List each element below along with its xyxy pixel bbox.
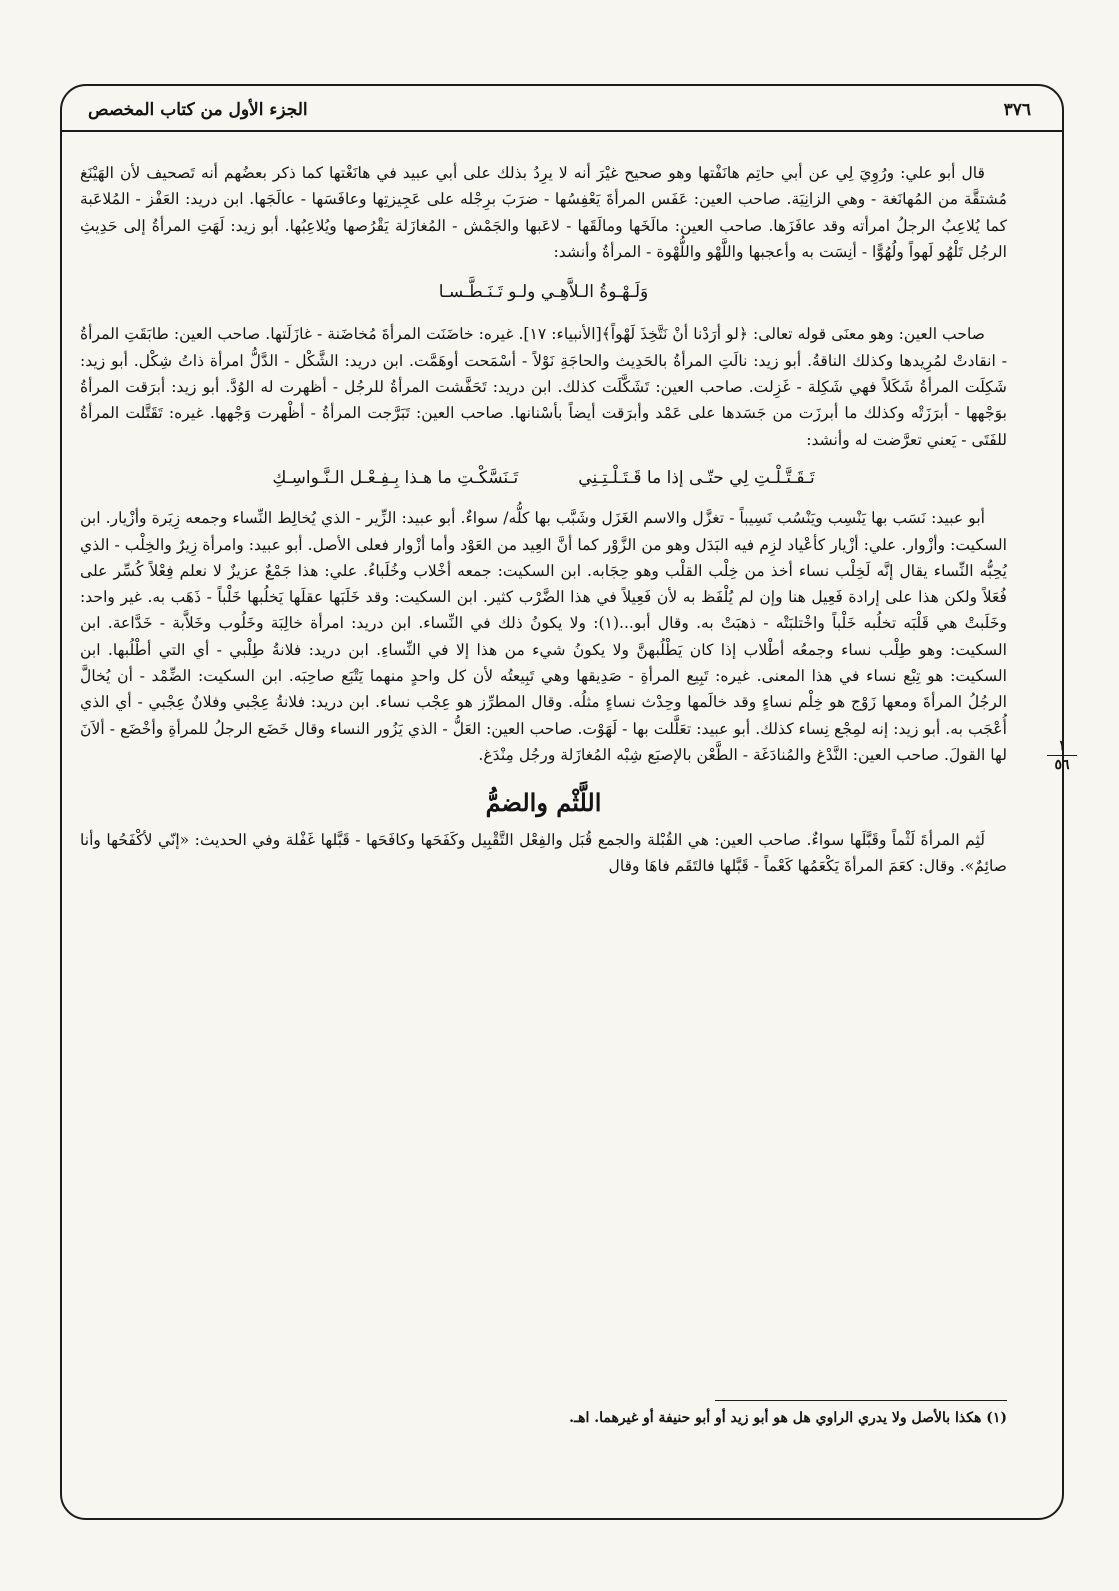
verse-2-second-hemistich: تَـنَسَّكْـتِ ما هـذا بِـفِـعْـل الـنَّـواسِـكِ bbox=[272, 467, 519, 488]
margin-note-top: ١ bbox=[1058, 738, 1066, 754]
main-text bbox=[80, 160, 1007, 879]
header-rule bbox=[60, 130, 1062, 132]
paragraph-2: صاحب العين: وهو معنَى قوله تعالى: ﴿لو أرَدْنا أنْ نَتَّخِذَ لَهْواً﴾[الأنبياء: ١٧]. غيره: خاضَنَت المرأةَ مُخاضَنة - غازَلَتها. صاحب العين: طابَقَتِ المرأةُ - انقادتْ لمُرِيدها وكذلك الناقةُ. أبو زيد: نالَتِ المرأةُ بالحَدِيث والحاجَةِ نَوْلاً - أسْمَحت أوهَمَّت. ابن دريد: الشَّكْل - الدَّلُّ امرأة ذاتُ شِكْل. أبو زيد: شَكِلَت المرأةُ شَكَلاً فهي شَكِلة - غَزِلت. صاحب العين: تَشَكَّلَت كذلك. ابن دريد: تَحَفَّشت المرأةُ للرجُل - أظهرت له الوُدَّ. أبو زيد: أبرَقت المرأةُ بوَجْهها - أبرَزَتْه وكذلك ما أبرزَت من جَسَدها على عَمْد وأبرَقت أيضاً بأسْنانها. صاحب العين: تَبَرَّجت المرأةُ - أظْهرت وَجْهها. غيره: تَقَتَّلت المرأةُ للفَتَى - يَعني تعرَّضت له وأنشد: bbox=[80, 325, 1007, 449]
chapter-title: اللَّثْم والضمُّ bbox=[485, 788, 602, 818]
paragraph-4: لَثِم المرأةَ لَثْماً وقَبَّلَها سواءٌ. صاحب العين: هي القُبْلة والجمع قُبَل والفِعْل التَّقْبِيل وكَفَحَها وكافَحَها - قَبَّلها غَفْلة وفي الحديث: «إنّي لأكْفَحُها وأنا صائِمٌ». وقال: كعَمَ المرأةَ يَكْعَمُها كَعْماً - قَبَّلها فالتَقَم فاهَا وقال bbox=[80, 830, 1007, 875]
paragraph-3: أبو عبيد: نَسَب بها يَنْسِب ويَنْسُب نَسِيباً - تغزَّل والاسم الغَزَل وشَبَّب بها كلُّه/ سواءٌ. أبو عبيد: الزِّير - الذي يُخالِط النِّساء وجمعه زِيَرة وأزْيار. ابن السكيت: وأزْوار. علي: أزْيار كأعْياد لزِم فيه البَدَل وهو من الزَّوْر كما أنَّ العِيد من العَوْد وأما أزْوار فعلى الأصل. أبو عبيد: وامرأة زِيرٌ والخِلْب - الذي يُحِبُّه النِّساء يقال إنَّه لَخِلْب نساء أخذ من خِلْب القلْب وهو حِجَابه. ابن السكيت: جمعه أخْلاب وخُلَباءُ. علي: هذا جَمْعٌ عزيزٌ لا نعلم فِعْلاً كُسِّر على فُعَلاً ولكن هذا على إرادة فَعِيل هنا وإن لم يُلْفَظ به لأن فَعِيلاً في هذا الضَّرْب كثير. ابن السكيت: وقد خَلَبَها عقلَها يَخلُبها خَلْباً - ذَهَب به. غير واحد: وخَلَبتْ هي قَلْبَه تخلُبه خَلْباً واخْتلبَتْه - ذهبَتْ به. وقال أبو...(١): ولا يكونُ ذلك في النِّساء. ابن دريد: امرأة خالِبَة وخَلُوب وخَلاَّبة - خَدَّاعة. ابن السكيت: وهو طِلْب نساء وجمعُه أطْلاب إذا كان يَطْلُبهنَّ ولا يكونُ شيء من هذا إلا في النِّساءِ. ابن دريد: فلانةُ طِلْبي - أي التي أطْلُبها. ابن السكيت: هو تِبْع نساء في هذا المعنى. غيره: تَبِيع المرأةِ - صَدِيقها وهي تَبِيعتُه لأن كل واحدٍ منهما يَتْبَع صاحِبَه. ابن السكيت: الضِّمْد - أن يُخالَّ الرجُلُ المرأةَ ومعها زَوْج هو خِلْم نساءٍ وقد خالَمها وحِدْث نساءٍ مثلُه. وقال المطرِّز هو عِجْب نساء. ابن دريد: فلانةُ عِجْبي وفلانٌ عِجْبي - أي الذي أُعْجَب به. أبو زيد: إنه لمِجْع نِساء كذلك. أبو عبيد: تعَلَّلت بها - لَهَوْت. صاحب العين: العَلُّ - الذي يَزُور النساء وقال خَضَع الرجلُ للمرأةِ وأخْضَع - ألاَنَ لها القولَ. صاحب العين: النَّدْغ والمُنادَغَة - الطَّعْن بالإصبَع شِبْه المُغازَلة ورجُل مِنْدَغ. bbox=[80, 509, 1007, 764]
verse-1: وَلَـهْـوةُ الـلاَّهِـي ولـو تَـنَـطَّـسـا bbox=[438, 282, 649, 303]
footnote: (١) هكذا بالأصل ولا يدري الراوي هل هو أبو زيد أو أبو حنيفة أو غيرهما. اهـ. bbox=[569, 1410, 1007, 1426]
margin-page-reference bbox=[1047, 738, 1077, 773]
footnote-rule bbox=[715, 1400, 1007, 1401]
running-head bbox=[88, 96, 1031, 124]
verse-2-first-hemistich: تَـقَـتَّـلْـتِ لِي حتّـى إذا ما قَـتَـلْـتِـنِي bbox=[578, 467, 815, 488]
book-title: الجزء الأول من كتاب المخصص bbox=[88, 100, 308, 120]
margin-note-rule bbox=[1047, 755, 1077, 756]
paragraph-1: قال أبو علي: ورُوِيَ لِي عن أبي حاتِم هانَفْتها وهو صحيح غيْرَ أنه لا يرِدُ بذلك على أبي عبيد في هانَغْتها كما ذكر بعضُهم أنه تَصحيف لأن الهَيْنَغ مُشتقَّة من المُهانَغة - وهي الزانِيَة. صاحب العين: عَفَس المرأةَ يَعْفِسُها - ضرَبَ برِجْله على عَجِيزتِها وعافَسَها - عالَجَها. ابن دريد: العَفْز - المُلاعَبة كما يُلاعِبُ الرجلُ امرأته وقد عافَزَها. صاحب العين: مالَخَها ومالَقَها - لاعَبها والجَمْش - المُغازَلة يَقْرُصها ويُلاعِبُها. أبو زيد: لَهَتِ المرأةُ إلى حَدِيثِ الرجُل تَلْهُو لَهواً ولُهُوًّا - أنِسَت به وأعجبها واللَّهْو واللُّهْوة - المرأةُ وأنشد: bbox=[80, 164, 1007, 261]
verse-2 bbox=[80, 465, 1007, 491]
margin-note-bottom: ٥٦ bbox=[1054, 757, 1070, 773]
page-number: ٣٧٦ bbox=[1003, 100, 1031, 120]
